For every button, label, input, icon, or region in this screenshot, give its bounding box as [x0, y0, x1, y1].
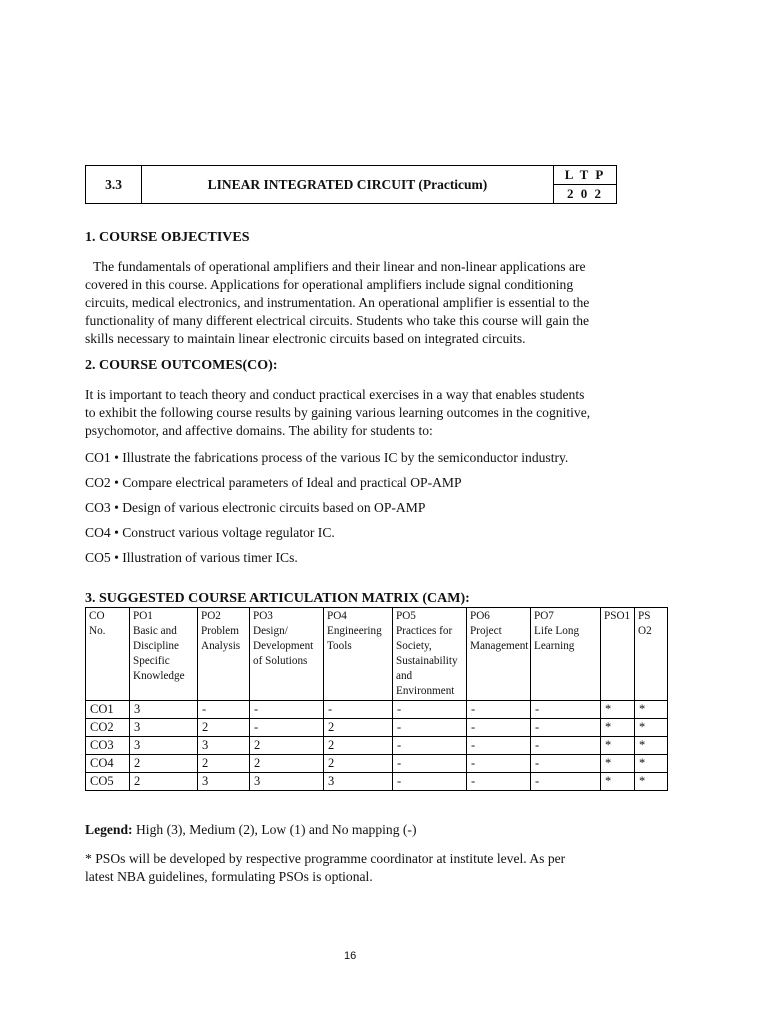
course-outcome-item: CO2 • Compare electrical parameters of Ideal and practical OP-AMP [85, 475, 462, 490]
cam-cell: - [467, 701, 531, 719]
cam-cell: - [393, 773, 467, 791]
cam-header-line: Learning [534, 640, 575, 652]
objectives-heading: 1. COURSE OBJECTIVES [85, 230, 250, 245]
cam-cell: - [531, 737, 601, 755]
cam-cell: 2 [130, 773, 198, 791]
cam-cell: - [324, 701, 393, 719]
objectives-line: covered in this course. Applications for operational amplifiers include signal conditioning [85, 277, 574, 292]
cam-cell: * [601, 773, 635, 791]
cam-cell: 3 [250, 773, 324, 791]
cam-cell: - [393, 701, 467, 719]
cam-header-line: and [396, 670, 413, 682]
cam-header-line: Analysis [201, 640, 241, 652]
cam-cell: * [635, 773, 668, 791]
cam-header-line: PO5 [396, 610, 416, 622]
ltp-values: 2 0 2 [554, 185, 617, 204]
outcomes-heading: 2. COURSE OUTCOMES(CO): [85, 358, 278, 373]
cam-cell: - [467, 737, 531, 755]
cam-row [86, 719, 668, 737]
cam-cell: 3 [130, 719, 198, 737]
cam-header-line: PO6 [470, 610, 490, 622]
cam-header-cell [130, 608, 198, 701]
outcomes-intro-line: It is important to teach theory and conduct practical exercises in a way that enables students [85, 387, 585, 402]
cam-row [86, 737, 668, 755]
cam-header-line: PO2 [201, 610, 221, 622]
cam-cell: - [250, 701, 324, 719]
cam-header-line: Discipline [133, 640, 179, 652]
cam-cell: 3 [130, 701, 198, 719]
cam-cell: * [601, 737, 635, 755]
cam-row [86, 701, 668, 719]
cam-header-line: Tools [327, 640, 352, 652]
cam-header-line: O2 [638, 625, 652, 637]
cam-cell: 2 [324, 737, 393, 755]
cam-header-line: PO3 [253, 610, 273, 622]
cam-cell: - [531, 719, 601, 737]
outcomes-intro-line: psychomotor, and affective domains. The ability for students to: [85, 423, 433, 438]
cam-header-line: Development [253, 640, 314, 652]
legend [85, 822, 416, 838]
ltp-label: L T P [554, 166, 617, 185]
cam-row-label: CO3 [86, 737, 130, 755]
cam-header-line: Basic and [133, 625, 177, 637]
cam-header-cell [86, 608, 130, 701]
cam-cell: 3 [198, 737, 250, 755]
objectives-paragraph [85, 258, 617, 348]
cam-cell: - [531, 773, 601, 791]
cam-table [85, 607, 668, 791]
cam-cell: - [393, 719, 467, 737]
cam-row [86, 773, 668, 791]
cam-cell: - [531, 755, 601, 773]
course-title: LINEAR INTEGRATED CIRCUIT (Practicum) [142, 166, 554, 204]
legend-text: High (3), Medium (2), Low (1) and No mapping (-) [132, 822, 417, 837]
cam-cell: * [635, 701, 668, 719]
cam-header-cell [324, 608, 393, 701]
cam-header-line: Management [470, 640, 529, 652]
cam-header-line: Design/ [253, 625, 288, 637]
cam-cell: 2 [324, 755, 393, 773]
cam-row-label: CO5 [86, 773, 130, 791]
cam-cell: - [467, 719, 531, 737]
cam-header-cell [467, 608, 531, 701]
cam-header-line: PSO1 [604, 610, 631, 622]
cam-row-label: CO1 [86, 701, 130, 719]
cam-cell: 2 [324, 719, 393, 737]
cam-cell: 2 [198, 755, 250, 773]
cam-header-line: No. [89, 625, 106, 637]
cam-header-line: PO1 [133, 610, 153, 622]
pso-note-line: latest NBA guidelines, formulating PSOs is optional. [85, 869, 373, 884]
legend-label: Legend: [85, 822, 133, 837]
cam-cell: - [393, 737, 467, 755]
cam-header-line: PS [638, 610, 651, 622]
cam-header-line: Problem [201, 625, 239, 637]
cam-cell: - [531, 701, 601, 719]
cam-cell: 2 [250, 737, 324, 755]
cam-header-cell [393, 608, 467, 701]
cam-header-line: Practices for [396, 625, 453, 637]
cam-heading: 3. SUGGESTED COURSE ARTICULATION MATRIX (CAM): [85, 591, 470, 606]
objectives-line: The fundamentals of operational amplifiers and their linear and non-linear applications are [93, 259, 586, 274]
cam-header-cell [250, 608, 324, 701]
cam-cell: - [467, 773, 531, 791]
course-header-table [85, 165, 617, 204]
outcomes-intro [85, 386, 617, 440]
cam-cell: * [601, 701, 635, 719]
course-outcome-item: CO1 • Illustrate the fabrications process of the various IC by the semiconductor industry. [85, 450, 569, 465]
cam-header-cell [198, 608, 250, 701]
cam-cell: 2 [130, 755, 198, 773]
course-outcome-item: CO3 • Design of various electronic circuits based on OP-AMP [85, 500, 426, 515]
cam-header-cell [635, 608, 668, 701]
cam-header-line: PO7 [534, 610, 554, 622]
cam-row [86, 755, 668, 773]
cam-header-line: Specific [133, 655, 170, 667]
course-outcome-item: CO4 • Construct various voltage regulator IC. [85, 525, 335, 540]
cam-cell: - [467, 755, 531, 773]
cam-cell: 2 [198, 719, 250, 737]
cam-cell: - [393, 755, 467, 773]
cam-header-line: Sustainability [396, 655, 458, 667]
cam-body [86, 701, 668, 791]
cam-cell: 3 [130, 737, 198, 755]
cam-header-line: Environment [396, 685, 455, 697]
cam-header-cell [531, 608, 601, 701]
cam-header-line: Life Long [534, 625, 580, 637]
cam-cell: - [250, 719, 324, 737]
cam-cell: * [635, 737, 668, 755]
outcomes-intro-line: to exhibit the following course results by gaining various learning outcomes in the cognitive, [85, 405, 591, 420]
cam-header-line: of Solutions [253, 655, 308, 667]
cam-row-label: CO2 [86, 719, 130, 737]
cam-cell: * [635, 719, 668, 737]
cam-cell: * [635, 755, 668, 773]
objectives-line: functionality of many different electrical circuits. Students who take this course will gain the [85, 313, 590, 328]
pso-note [85, 850, 617, 886]
cam-header-line: CO [89, 610, 105, 622]
cam-header-line: Project [470, 625, 502, 637]
course-number: 3.3 [86, 166, 142, 204]
objectives-line: skills necessary to maintain linear electronic circuits based on integrated circuits. [85, 331, 526, 346]
cam-header-row [86, 608, 668, 701]
objectives-line: circuits, medical electronics, and instrumentation. An operational amplifier is essential to the [85, 295, 590, 310]
cam-cell: * [601, 755, 635, 773]
pso-note-line: * PSOs will be developed by respective programme coordinator at institute level. As per [85, 851, 566, 866]
cam-header-line: Engineering [327, 625, 382, 637]
cam-cell: * [601, 719, 635, 737]
cam-cell: 3 [198, 773, 250, 791]
course-outcome-item: CO5 • Illustration of various timer ICs. [85, 550, 298, 565]
cam-cell: - [198, 701, 250, 719]
cam-cell: 2 [250, 755, 324, 773]
cam-row-label: CO4 [86, 755, 130, 773]
page-number: 16 [344, 950, 357, 962]
cam-header-line: PO4 [327, 610, 347, 622]
cam-header-line: Knowledge [133, 670, 185, 682]
cam-header-cell [601, 608, 635, 701]
cam-cell: 3 [324, 773, 393, 791]
cam-header-line: Society, [396, 640, 432, 652]
